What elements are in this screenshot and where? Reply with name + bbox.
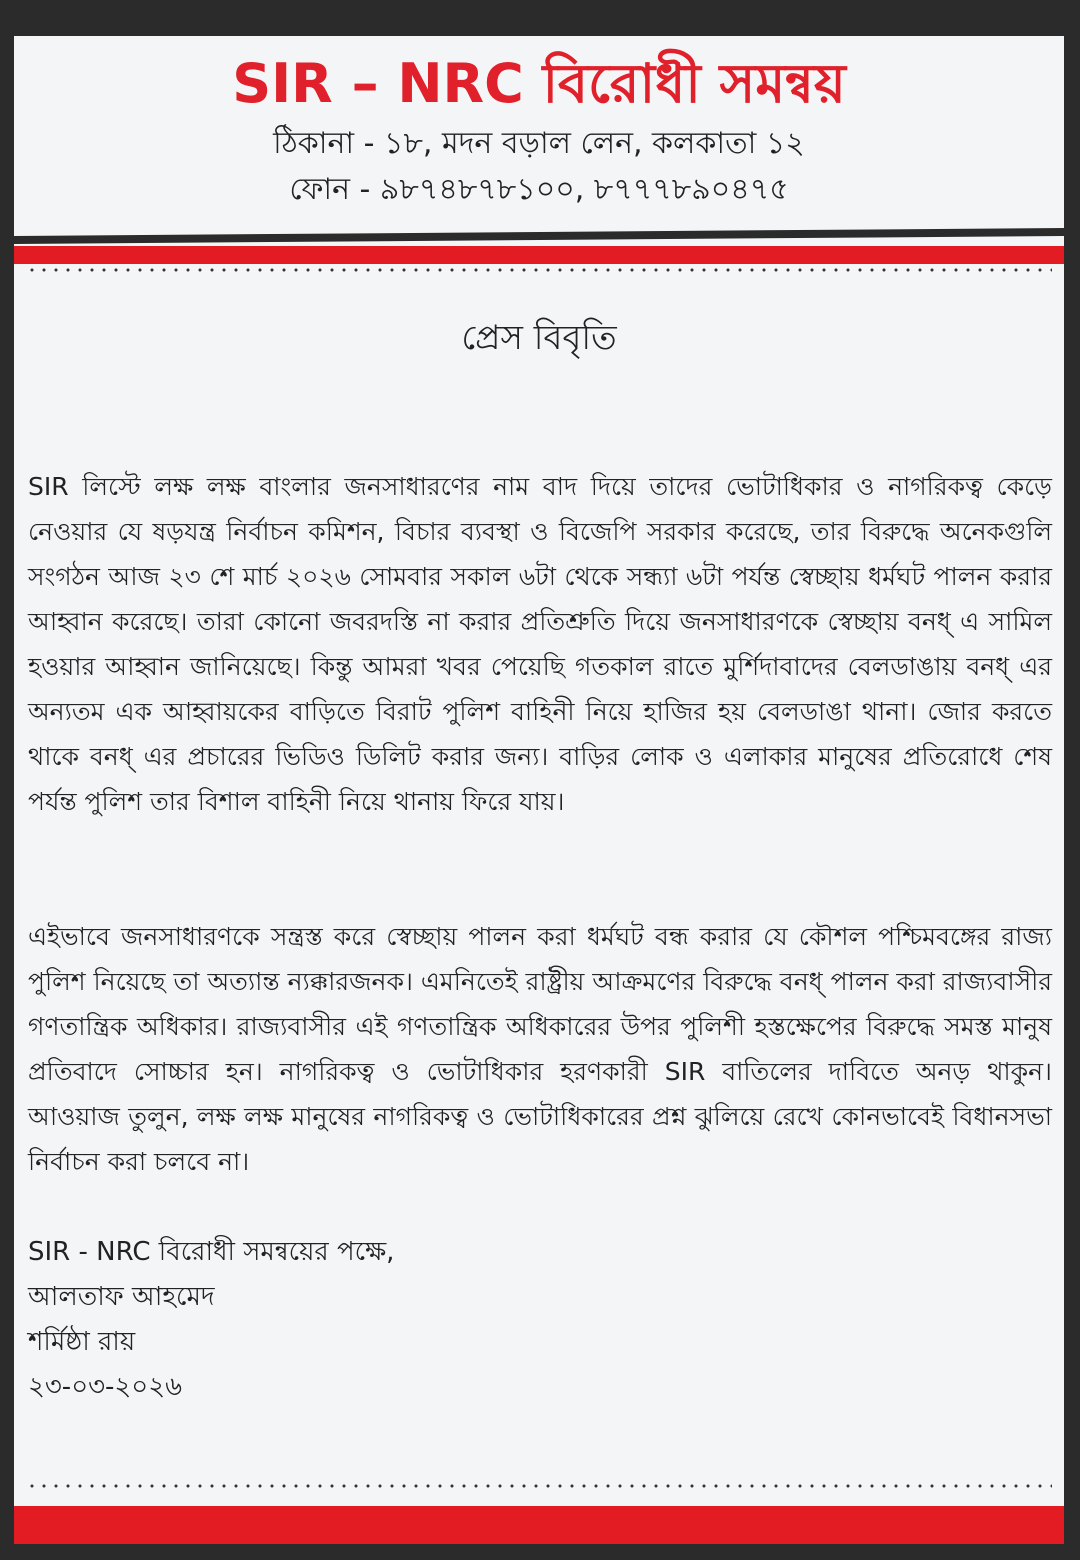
signoff-date: ২৩-০৩-২০২৬ bbox=[28, 1372, 183, 1402]
signoff-block bbox=[28, 1230, 728, 1410]
signatory-name-2: শর্মিষ্ঠা রায় bbox=[28, 1327, 136, 1357]
org-phone: ফোন - ৯৮৭৪৮৭৮১০০, ৮৭৭৭৮৯০৪৭৫ bbox=[289, 172, 789, 207]
press-release-sheet bbox=[14, 36, 1064, 1544]
red-divider-band bbox=[14, 246, 1064, 264]
org-name: SIR – NRC বিরোধী সমন্বয় bbox=[232, 52, 846, 115]
dotted-separator-bottom bbox=[26, 1483, 1052, 1489]
org-address: ঠিকানা - ১৮, মদন বড়াল লেন, কলকাতা ১২ bbox=[273, 126, 805, 161]
footer-red-band bbox=[14, 1506, 1064, 1544]
dotted-separator-top bbox=[26, 267, 1052, 273]
signatory-name-1: আলতাফ আহমেদ bbox=[28, 1282, 215, 1312]
body-paragraph-2: এইভাবে জনসাধারণকে সন্ত্রস্ত করে স্বেচ্ছায় পালন করা ধর্মঘট বন্ধ করার যে কৌশল পশ্চিমবঙ্গের রাজ্য পুলিশ নিয়েছে তা অত্যান্ত ন্যক্কারজনক। এমনিতেই রাষ্ট্রীয় আক্রমণের বিরুদ্ধে বনধ্ পালন করা রাজ্যবাসীর গণতান্ত্রিক অধিকার। রাজ্যবাসীর এই গণতান্ত্রিক অধিকারের উপর পুলিশী হস্তক্ষেপের বিরুদ্ধে সমস্ত মানুষ প্রতিবাদে সোচ্চার হন। নাগরিকত্ব ও ভোটাধিকার হরণকারী SIR বাতিলের দাবিতে অনড় থাকুন। আওয়াজ তুলুন, লক্ষ লক্ষ মানুষের নাগরিকত্ব ও ভোটাধিকারের প্রশ্ন ঝুলিয়ে রেখে কোনভাবেই বিধানসভা নির্বাচন করা চলবে না। bbox=[28, 922, 1052, 1176]
letterhead-divider-bands bbox=[14, 216, 1064, 266]
document-title: প্রেস বিবৃতি bbox=[461, 318, 617, 358]
dark-divider-band bbox=[14, 228, 1064, 244]
body-paragraph-1: SIR লিস্টে লক্ষ লক্ষ বাংলার জনসাধারণের নাম বাদ দিয়ে তাদের ভোটাধিকার ও নাগরিকত্ব কেড়ে নেওয়ার যে ষড়যন্ত্র নির্বাচন কমিশন, বিচার ব্যবস্থা ও বিজেপি সরকার করেছে, তার বিরুদ্ধে অনেকগুলি সংগঠন আজ ২৩ শে মার্চ ২০২৬ সোমবার সকাল ৬টা থেকে সন্ধ্যা ৬টা পর্যন্ত স্বেচ্ছায় ধর্মঘট পালন করার আহ্বান করেছে। তারা কোনো জবরদস্তি না করার প্রতিশ্রুতি দিয়ে জনসাধারণকে স্বেচ্ছায় বনধ্ এ সামিল হওয়ার আহ্বান জানিয়েছে। কিন্তু আমরা খবর পেয়েছি গতকাল রাতে মুর্শিদাবাদের বেলডাঙায় বনধ্ এর অন্যতম এক আহ্বায়কের বাড়িতে বিরাট পুলিশ বাহিনী নিয়ে হাজির হয় বেলডাঙা থানা। জোর করতে থাকে বনধ্ এর প্রচারের ভিডিও ডিলিট করার জন্য। বাড়ির লোক ও এলাকার মানুষের প্রতিরোধে শেষ পর্যন্ত পুলিশ তার বিশাল বাহিনী নিয়ে থানায় ফিরে যায়। bbox=[28, 472, 1052, 816]
signoff-on-behalf: SIR - NRC বিরোধী সমন্বয়ের পক্ষে, bbox=[28, 1237, 395, 1267]
letterhead bbox=[14, 36, 1064, 236]
